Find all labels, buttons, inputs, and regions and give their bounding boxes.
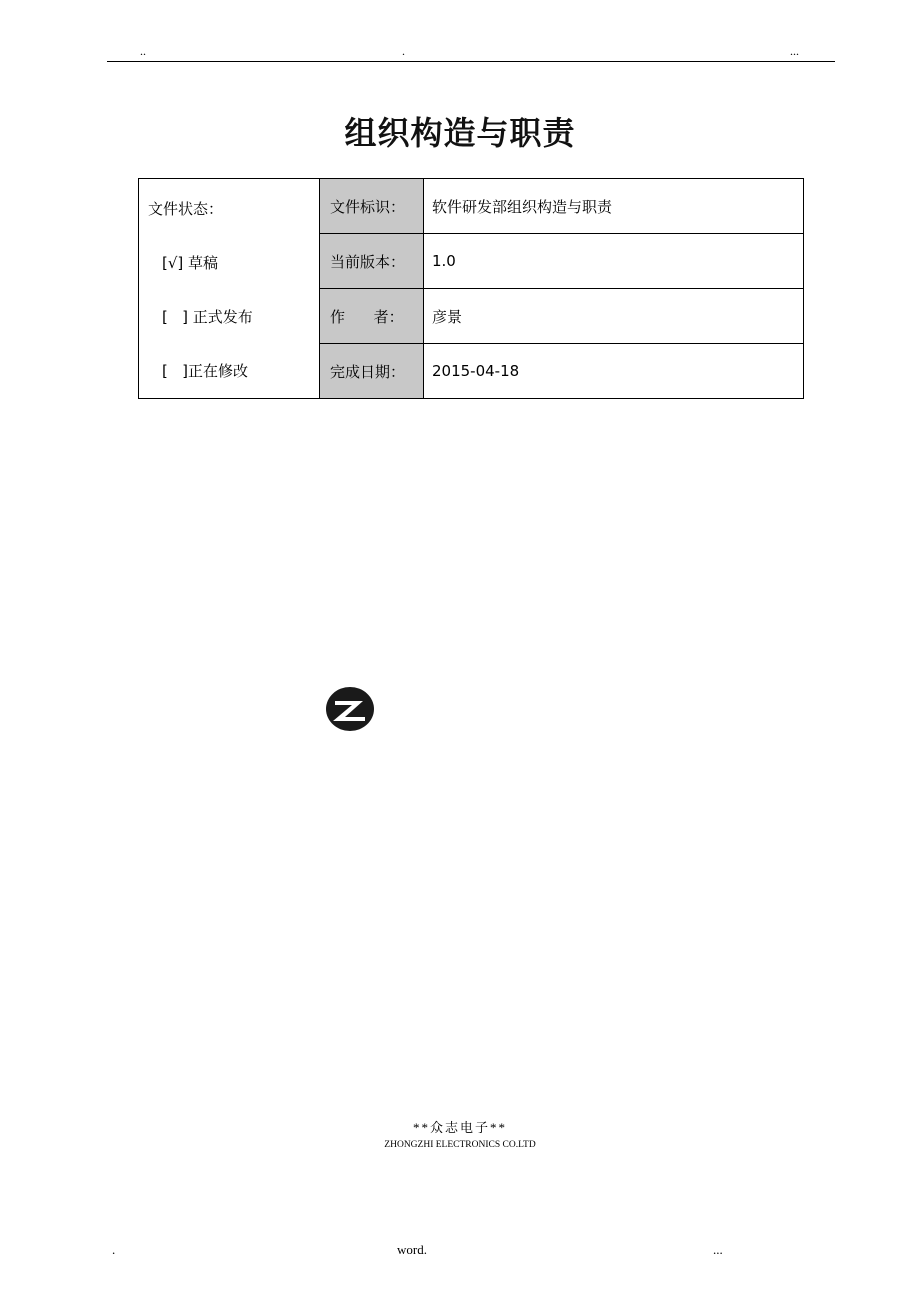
document-title: 组织构造与职责 [344,114,576,152]
status-option-released: [ ] 正式发布 [162,308,253,326]
header-right-mark: ... [790,44,799,58]
author-value: 彦景 [424,289,804,344]
document-info-table [138,178,804,399]
date-value: 2015-04-18 [424,344,804,399]
version-label: 当前版本： [320,234,424,289]
footer-left-mark: . [112,1242,116,1257]
company-name-cn: **众志电子** [412,1120,507,1135]
header-rule [107,61,835,62]
header-left-mark: .. [140,44,146,58]
file-id-value: 软件研发部组织构造与职责 [424,179,804,234]
status-option-modifying: [ ]正在修改 [162,362,249,380]
version-value: 1.0 [424,234,804,289]
status-option-draft: [√] 草稿 [162,254,219,272]
footer-center-mark: word. [397,1242,427,1257]
date-label: 完成日期： [320,344,424,399]
company-z-logo-icon [325,686,375,732]
file-status-cell [139,179,320,399]
file-status-label: 文件状态： [148,200,224,218]
file-id-label: 文件标识： [320,179,424,234]
author-label: 作 者： [320,289,424,344]
company-name-en: ZHONGZHI ELECTRONICS CO.LTD [384,1140,536,1150]
header-center-mark: . [402,44,405,58]
footer-right-mark: ... [713,1242,723,1257]
